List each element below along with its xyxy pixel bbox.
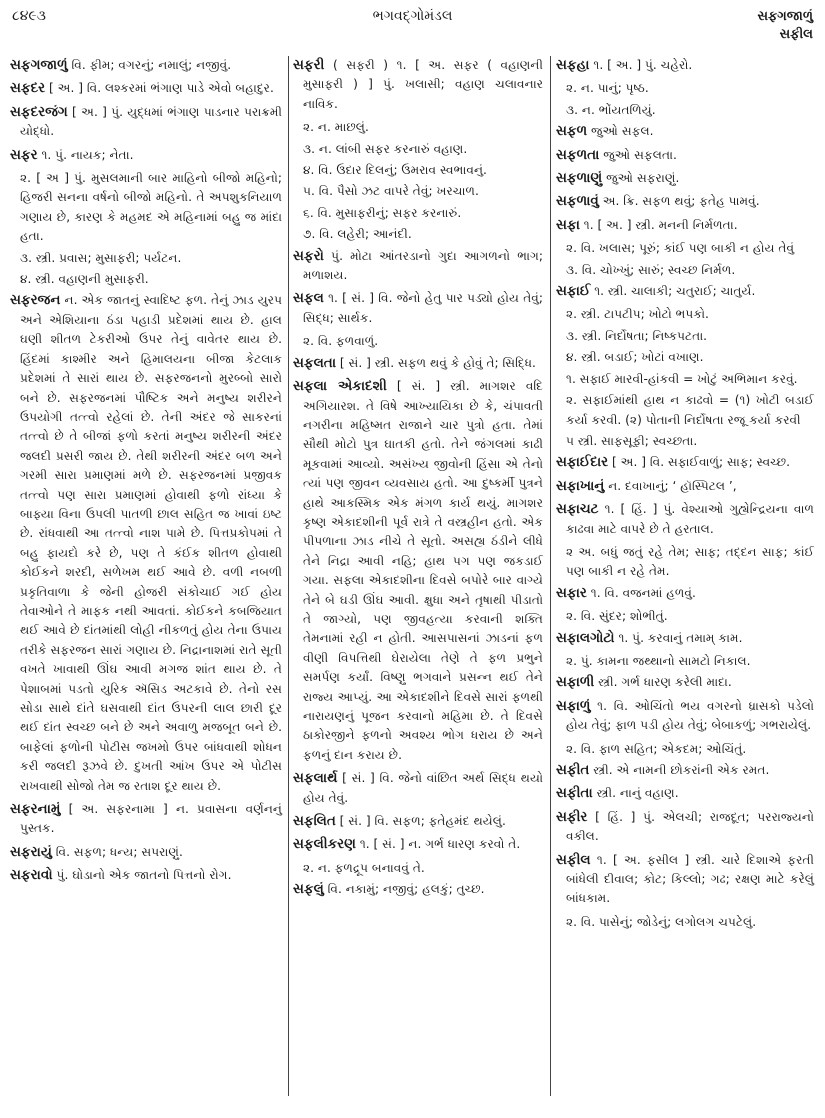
dictionary-entry [556, 216, 814, 235]
guide-words [757, 8, 813, 44]
headword: સફલું [293, 881, 324, 898]
definition-text: ૭. વિ. લહેરી; આનંદી. [303, 227, 412, 242]
dictionary-entry [293, 835, 543, 854]
headword: સફરનામું [10, 801, 61, 818]
headword: સફરાવો [10, 867, 53, 884]
definition-text: ૫. વિ. પૈસો ઝટ વાપરે તેવું; ખરચાળ. [303, 184, 479, 199]
headword: સફદર [10, 80, 46, 97]
entry-sense [293, 332, 543, 351]
definition-text: [ અ. સફરનામા ] ન. પ્રવાસના વર્ણનનું પુસ્તક. [20, 802, 283, 836]
headword: સફહા [556, 57, 590, 73]
definition-text: ૧. [ અ. ફસીલ ] સ્ત્રી. ચારે દિશાએ ફરતી બાંધેલી દીવાલ; કોટ; કિલ્લો; ગઢ; રક્ષણ માટે કરેલું બાંધકામ. [566, 852, 814, 906]
entry-sense [293, 204, 543, 223]
definition-text: સ્ત્રી. નાનું વહાણ. [596, 786, 679, 801]
entry-sense [556, 740, 814, 759]
dictionary-entry [556, 192, 814, 211]
definition-text: ૨. વિ. સુંદર; શોભીતું. [566, 609, 668, 624]
entry-sense [556, 543, 814, 582]
guide-word-first: સફગજાળું [757, 9, 813, 24]
definition-text: વિ. નકામું; નજીવું; હલકું; તુચ્છ. [327, 882, 485, 897]
definition-text: વિ. ફીમ; વગરનું; નમાલું; નજીવું. [71, 58, 232, 72]
entry-sense [10, 270, 282, 289]
definition-text: જુઓ સફરાણું. [606, 171, 680, 186]
dictionary-entry [556, 808, 814, 847]
definition-text: ૧. [ સં. ] વિ. જેનો હેતુ પાર પડ્યો હોય તેવું; સિદ્ધ; સાર્થક. [303, 291, 544, 325]
definition-text: ૧. [ અ. ] સ્ત્રી. મનની નિર્મળતા. [583, 217, 738, 232]
definition-text: ૧. સફાઈ મારવી-હાંકવી = ખોટું અભિમાન કરવું. [566, 371, 798, 386]
definition-text: જુઓ સફલ. [590, 124, 654, 139]
definition-text: ૩. સ્ત્રી. નિર્દોષતા; નિષ્કપટતા. [566, 328, 708, 343]
definition-text: ૨. [ અ ] પું. મુસલમાની બાર માહિનો બીજો મહિનો; હિજરી સનના વર્ષનો બીજો મહિનો. તે અપશુકનિયાળ ગણાય છે, કારણ કે મહમદ એ મહિનામાં બહુ જ માંદા હતા. [20, 171, 282, 244]
headword: સફરાયું [10, 843, 52, 860]
dictionary-entry [10, 843, 282, 862]
dictionary-entry [556, 146, 814, 165]
headword: સફલાર્થ [293, 770, 338, 787]
dictionary-entry [556, 453, 814, 472]
dictionary-entry [556, 282, 814, 301]
dictionary-entry [556, 169, 814, 188]
dictionary-entry [10, 103, 282, 142]
column-middle [293, 56, 543, 904]
headword: સફાઈ [556, 283, 591, 300]
entry-sense [556, 432, 814, 451]
dictionary-entry [293, 354, 543, 373]
definition-text: [ અ. ] વિ. લશ્કરમાં ભંગાણ પાડે એવો બહાદુર. [48, 81, 274, 96]
definition-text: ૧. પું. નાયક; નેતા. [41, 147, 134, 162]
dictionary-entry [556, 477, 814, 496]
dictionary-entry [556, 851, 814, 909]
definition-text: ( સફરી ) ૧. [ અ. સફર ( વહાણની મુસાફરી ) ] પું. ખલાસી; વહાણ ચલાવનાર નાવિક. [303, 58, 543, 111]
dictionary-entry [293, 289, 543, 328]
definition-text: ૨. વિ. ખલાસ; પૂરું; કાંઈ પણ બાકી ન હોય તેવું [566, 241, 795, 256]
entry-sense [556, 239, 814, 258]
definition-text: વિ. સફળ; ધન્ય; સપરાણું. [55, 844, 183, 859]
headword: સફલિત [293, 813, 336, 830]
dictionary-entry [556, 629, 814, 648]
definition-text: ૧. વિ. ઓચિંતો ભય વગરનો ધ્રાસકો પડેલો હોય તેવું; ફાળ પડી હોય તેવું; બેબાકળું; ગભરાયેલું. [566, 698, 815, 733]
definition-text: [ સં. ] વિ. સફળ; ફતેહમંદ થયેલું. [339, 814, 506, 829]
definition-text: ૩. સ્ત્રી. પ્રવાસ; મુસાફરી; પર્યટન. [20, 250, 182, 265]
dictionary-entry [10, 291, 282, 796]
running-title: ભગવદ્ગોમંડલ [372, 8, 453, 24]
entry-sense [556, 327, 814, 346]
headword: સફળતા [556, 146, 600, 163]
definition-text: ૨. પું. કામના જથ્થાનો સામટો નિકાલ. [566, 653, 751, 668]
dictionary-entry [293, 56, 543, 114]
dictionary-entry [556, 784, 814, 803]
definition-text: ૧. [ અ. ] પું. ચહેરો. [593, 58, 693, 72]
entry-sense [293, 859, 543, 878]
headword: સફાર [556, 584, 587, 601]
entry-sense [293, 161, 543, 180]
dictionary-entry [293, 377, 543, 765]
definition-text: ૬. વિ. મુસાફરીનું; સફર કરનારું. [303, 205, 462, 220]
dictionary-entry [10, 79, 282, 98]
definition-text: ૧. [ સં. ] ન. ગર્ભ ધારણ કરવો તે. [359, 837, 521, 852]
definition-text: ૧. [ હિં. ] પું. વેશ્યાઓ ગુહ્યેન્દ્રિયના વાળ કાઢવા માટે વાપરે છે તે હરતાલ. [566, 502, 814, 536]
definition-text: ૨. સફાઈમાંથી હાથ ન કાઢવો = (૧) ખોટી બડાઈ કર્યા કરવી. (૨) પોતાની નિર્દોષતા રજૂ કર્યા કરવી [566, 393, 814, 427]
definition-text: ૧. સ્ત્રી. ચાલાકી; ચતુરાઈ; ચાતુર્ય. [594, 284, 756, 299]
definition-text: ૨ અ. બધું જતું રહે તેમ; સાફ; તદ્દન સાફ; કાંઈ પણ બાકી ન રહે તેમ. [566, 544, 814, 579]
definition-text: ૨. વિ. ફાળ સહિત; એકદમ; ઓચિંતું. [566, 741, 747, 756]
entry-sense [556, 261, 814, 280]
definition-text: સ્ત્રી. ગર્ભ ધારણ કરેલી માદા. [598, 675, 732, 690]
dictionary-entry [293, 812, 543, 831]
definition-text: ન. દવાખાનું; ‘ હૉસ્પિટલ ’, [608, 478, 737, 493]
definition-text: ૧. વિ. વજનમાં હળવું. [590, 585, 696, 600]
dictionary-entry [10, 146, 282, 165]
column-left [10, 56, 282, 890]
definition-text: [ હિં. ] પું. એલચી; રાજદૂત; પરરાજ્યનો વકીલ. [566, 809, 814, 844]
definition-text: ૪. વિ. ઉદાર દિલનું; ઉમરાવ સ્વભાવનું. [303, 163, 487, 178]
definition-text: [ સં. ] સ્ત્રી. સફળ થવું કે હોવું તે; સિદ્ધિ. [339, 355, 536, 370]
definition-text: પું. મોટા આંતરડાનો ગુદા આગળનો ભાગ; મળાશય. [303, 248, 543, 283]
definition-text: ન. એક જાતનું સ્વાદિષ્ટ ફળ. તેનું ઝાડ યુરપ અને એશિયાના ઠંડા પહાડી પ્રદેશમાં થાય છે. હાલ ઘણી શીતળ ટેકરીઓ ઉપર તેનું વાવેતર થાય છે. હિંદમાં કાશ્મીર અને હિમાલયના બીજા કેટલાક પ્રદેશમાં તે સારાં થાય છે. સફરજનનો મુરબ્બો સારો બને છે. સફરજનમાં પૌષ્ટિક અને મનુષ્ય શરીરને ઉપયોગી તત્ત્વો રહેલાં છે. તેની અંદર જે સાકરનાં તત્ત્વો છે તે બીજાં ફળો કરતાં મનુષ્ય શરીરની અંદર જલદી પ્રસરી જાય છે. તેથી શરીરની અંદર બળ અને ગરમી સારા પ્રમાણમાં મળે છે. સફરજનમાં પ્રજીવક તત્ત્વો પણ સારા પ્રમાણમાં હોવાથી ફળો રાંધ્યા કે બાફ્યા વિના ઉપલી પાતળી છાલ સહિત જ ખાવાં ઇષ્ટ છે. રાંધવાથી આ તત્ત્વો નાશ પામે છે. પિત્તપ્રકોપમાં તે બહુ ફાયદો કરે છે, પણ તે કંઈક શીતળ હોવાથી કોઈકને શરદી, સળેખમ થઈ આવે છે. વળી નબળી પ્રકૃતિવાળા કે જેની હોજરી સંકોચાઈ ગઈ હોય તેવાઓને તે માફક નથી આવતાં. કોઈકને કબજિયાત થઈ આવે છે દાંતમાંથી લોહી નીકળતું હોય તેના ઉપાય તરીકે સફરજન સારાં ગણાય છે. નિદ્રાનાશમાં રાતે સૂતી વખતે ખાવાથી ઊંઘ આવી મગજ શાંત થાય છે. તે પેશાબમાં પડતો યુરિક ઍસિડ અટકાવે છે. તેનો રસ સોડા સાથે દાંતે ઘસવાથી દાંત ઉપરની લાલ છારી દૂર થઈ દાંત સ્વચ્છ બને છે અને અવાળુ મજબૂત બને છે. બાફેલાં ફળોની પોટીસ જખમો ઉપર બાંધવાથી શોધન કરી જલદી રૂઝવે છે. દુખતી આંખ ઉપર એ પોટીસ રાખવાથી સોજો તેમ જ રતાશ દૂર થાય છે. [20, 293, 282, 793]
entry-sense [556, 348, 814, 367]
headword: સફીર [556, 808, 588, 825]
definition-text: [ અ. ] પું. યુદ્ધમાં ભંગાણ પાડનાર પરાક્રમી યોદ્ધો. [20, 104, 282, 139]
headword: સફાળી [556, 674, 595, 691]
definition-text: ૧. પું. કરવાનું તમામ્ કામ. [618, 630, 743, 645]
headword: સફળ [556, 123, 588, 140]
dictionary-entry [556, 122, 814, 141]
headword: સફાલગોટો [556, 629, 615, 646]
headword: સફલા એકાદશી [293, 378, 387, 395]
headword: સફલતા [293, 354, 337, 371]
definition-text: ૪. સ્ત્રી. વહાણની મુસાફરી. [20, 272, 149, 287]
headword: સફીતા [556, 785, 593, 802]
dictionary-entry [10, 56, 282, 75]
headword: સફીત [556, 762, 590, 778]
dictionary-entry [556, 500, 814, 539]
headword: સફા [556, 216, 580, 233]
dictionary-entry [556, 673, 814, 692]
headword: સફર [10, 146, 38, 163]
entry-sense [556, 370, 814, 389]
headword: સફાઈદાર [556, 454, 609, 471]
definition-text: ૨. વિ. પાસેનું; જોડેનું; લગોલગ ચપટેલું. [566, 914, 757, 929]
headword: સફદરજંગ [10, 103, 68, 120]
definition-text: ૨. સ્ત્રી. ટાપટીપ; ખોટો ભપકો. [566, 307, 709, 322]
definition-text: સ્ત્રી. એ નામની છોકરાંની એક રમત. [593, 763, 770, 777]
headword: સફરો [293, 247, 324, 264]
dictionary-entry [556, 56, 814, 75]
entry-sense [556, 913, 814, 932]
dictionary-entry [556, 697, 814, 736]
headword: સફરી [293, 57, 325, 73]
entry-sense [556, 652, 814, 671]
column-right [556, 56, 814, 934]
definition-text: ૩. વિ. ચોખ્ખું; સારું; સ્વચ્છ નિર્મળ. [566, 262, 736, 277]
dictionary-entry [293, 247, 543, 286]
entry-sense [293, 225, 543, 244]
headword: સફલ [293, 290, 324, 307]
dictionary-entry [293, 769, 543, 808]
entry-sense [556, 101, 814, 120]
dictionary-entry [10, 800, 282, 839]
definition-text: ૩. ન. લાંબી સફર કરનારું વહાણ. [303, 141, 468, 156]
headword: સફરજન [10, 292, 61, 309]
entry-sense [556, 79, 814, 98]
page-number: ૮૪૯૩ [12, 8, 46, 24]
definition-text: ૫ સ્ત્રી. સાફસૂફી; સ્વચ્છતા. [566, 433, 698, 448]
entry-sense [556, 607, 814, 626]
entry-sense [293, 140, 543, 159]
guide-word-last: સફીલ [779, 27, 813, 42]
entry-sense [556, 305, 814, 324]
dictionary-entry [10, 866, 282, 885]
definition-text: અ. ક્રિ. સફળ થવું; ફતેહ પામવું. [602, 194, 760, 209]
definition-text: ૩. ન. ભોંયતળિયું. [566, 102, 656, 117]
column-divider [288, 56, 289, 1096]
definition-text: [ અ. ] વિ. સફાઈવાળું; સાફ; સ્વચ્છ. [612, 455, 791, 470]
entry-sense [293, 118, 543, 137]
entry-sense [293, 182, 543, 201]
dictionary-entry [556, 761, 814, 780]
definition-text: ૨. વિ. ફળવાળું. [303, 334, 379, 349]
definition-text: ૨. ન. ફળદ્રૂપ બનાવવું તે. [303, 860, 425, 875]
headword: સફીલ [556, 851, 591, 868]
definition-text: [ સં. ] સ્ત્રી. માગશર વદિ અગિયારશ. તે વિષે આખ્યાયિકા છે કે, ચંપાવતી નગરીના મહિષ્મત રાજાને ચાર પુત્રો હતા. તેમાં સૌથી મોટો પુત્ર ઘાતકી હતો. તેને જંગલમાં કાઢી મૂકવામાં આવ્યો. અસંખ્ય જીવોની હિંસા એ તેનો ત્યાં પણ જીવન વ્યવસાય હતો. આ દુષ્કર્મી પુત્રને હાથે આકસ્મિક એક મંગળ કાર્ય થયું. માગશર કૃષ્ણ એકાદશીની પૂર્વ રાત્રે તે વસ્ત્રહીન હતો. એક પીપળાના ઝાડ નીચે તે સૂતો. અસહ્ય ઠંડીને લીધે તેને નિદ્રા આવી નહિ; હાથ પગ પણ જકડાઈ ગયા. સફલા એકાદશીના દિવસે બપોરે બાર વાગ્યે તેને બે ઘડી ઊંઘ આવી. ક્ષુધા અને તૃષાથી પીડાતો તે જાગ્યો, પણ જીવહત્યા કરવાની શક્તિ તેમનામાં રહી ન હોતી. આસપાસનાં ઝાડનાં ફળ વીણી વિપત્તિથી ઘેરાયેલા તેણે તે ફળ પ્રભુને સમર્પણ કર્યાં. વિષ્ણુ ભગવાને પ્રસન્ન થઈ તેને રાજ્ય આપ્યું. આ એકાદશીને દિવસે સારાં ફળથી નારાયણનું પૂજન કરવાનો મહિમા છે. તે દિવસે ઠાકોરજીને ફળનો અવશ્ય ભોગ ધરાય છે અને ફળનું દાન કરાય છે. [303, 379, 543, 762]
definition-text: ૨. ન. માછલું. [303, 120, 369, 135]
entry-sense [10, 169, 282, 247]
entry-sense [10, 249, 282, 268]
headword: સફળાણું [556, 170, 603, 187]
headword: સફાળું [556, 697, 591, 714]
headword: સફાખાનું [556, 477, 605, 494]
definition-text: ૪. સ્ત્રી. બડાઈ; ખોટાં વખાણ. [566, 350, 704, 365]
headword: સફગજાળું [10, 57, 68, 73]
definition-text: ૨. ન. પાનું; પૃષ્ઠ. [566, 81, 649, 96]
dictionary-entry [293, 880, 543, 899]
headword: સફાચટ [556, 501, 599, 518]
dictionary-entry [556, 584, 814, 603]
entry-sense [556, 391, 814, 430]
headword: સફળાવું [556, 193, 599, 210]
definition-text: જુઓ સફલતા. [603, 147, 677, 162]
headword: સફલીકરણ [293, 836, 356, 853]
column-divider [550, 56, 551, 1096]
definition-text: પું. ઘોડાનો એક જાતનો પિત્તનો રોગ. [56, 868, 232, 883]
definition-text: [ સં. ] વિ. જેનો વાંછિત અર્થ સિદ્ધ થયો હોય તેવું. [303, 771, 544, 805]
